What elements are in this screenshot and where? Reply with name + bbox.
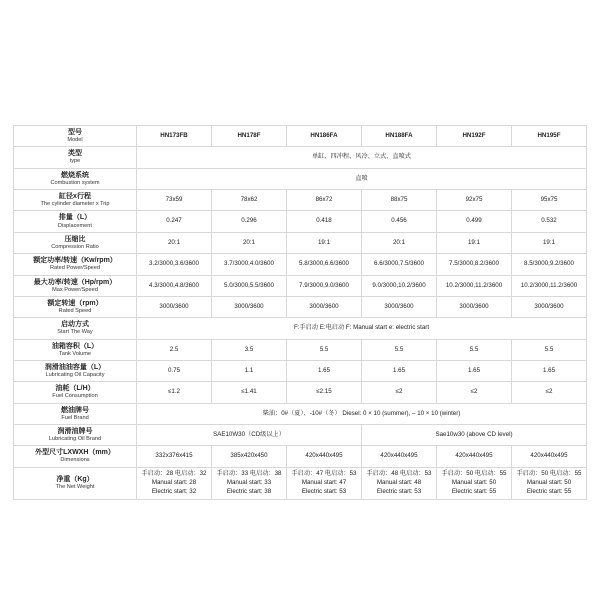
row-value-cell: ≤2 (512, 382, 587, 403)
weight-line-cn: 手启动：50 电启动：55 (516, 469, 582, 477)
table-row (14, 446, 587, 467)
row-label-cn: 启动方式 (61, 321, 89, 329)
row-label-cell (14, 232, 137, 253)
model-header-6: HN195F (512, 126, 587, 147)
row-label-cn: 润滑油牌号 (57, 428, 93, 436)
weight-line-electric: Electric start: 53 (301, 487, 347, 495)
row-value-cell: 20:1 (362, 232, 437, 253)
row-value-cell: 5.5 (512, 339, 587, 360)
row-value-cell: 0.499 (437, 211, 512, 232)
row-label-en: Lubricating Oil Brand (48, 436, 102, 443)
row-label-cn: 额定转速（rpm） (47, 299, 103, 307)
row-label-cell (14, 190, 137, 211)
row-value-cell: 9.0/3000,10.2/3600 (362, 275, 437, 296)
row-value-cell: 1.65 (287, 360, 362, 381)
row-label-cell (14, 339, 137, 360)
row-value-cell: 3000/3600 (362, 296, 437, 317)
row-value-span-right: Sae10w30 (above CD level) (362, 425, 587, 446)
row-value-cell: 0.296 (212, 211, 287, 232)
row-value-cell: 385x420x450 (212, 446, 287, 467)
header-label-en: Model (67, 137, 83, 144)
row-value-span: 直喷 (137, 168, 587, 189)
row-value-cell: 19:1 (512, 232, 587, 253)
row-label-cell (14, 446, 137, 467)
row-value-cell: 1.1 (212, 360, 287, 381)
weight-line-manual: Manual start: 28 (151, 478, 197, 486)
row-label-cn: 润滑油油容量（L） (44, 363, 106, 371)
row-label-cell (14, 275, 137, 296)
row-value-cell: ≤2 (362, 382, 437, 403)
row-label-en: Dimensions (60, 457, 90, 464)
specification-table (13, 125, 587, 500)
row-value-cell: 420x440x495 (287, 446, 362, 467)
row-value-cell: 0.532 (512, 211, 587, 232)
header-label-cell (14, 126, 137, 147)
row-label-en: Tank Volume (58, 350, 92, 357)
row-value-cell: 5.5 (362, 339, 437, 360)
row-label-en: Compression Ratio (51, 243, 99, 250)
table-row (14, 425, 587, 446)
weight-line-cn: 手启动：47 电启动：53 (291, 469, 357, 477)
model-header-1: HN173FB (137, 126, 212, 147)
row-value-cell: 3000/3600 (287, 296, 362, 317)
weight-line-manual: Manual start: 48 (376, 478, 422, 486)
weight-line-cn: 手启动：50 电启动：55 (441, 469, 507, 477)
row-value-cell: 7.5/3000,8.2/3600 (437, 254, 512, 275)
row-label-cn: 燃烧系统 (61, 171, 89, 179)
row-value-cell: 86x72 (287, 190, 362, 211)
row-value-cell: 3000/3600 (212, 296, 287, 317)
row-label-en: Rated Power/Speed (49, 265, 101, 272)
weight-line-manual: Manual start: 50 (451, 478, 497, 486)
weight-line-manual: Manual start: 47 (301, 478, 347, 486)
row-value-cell: 3000/3600 (512, 296, 587, 317)
row-label-cn: 缸径x行程 (59, 193, 91, 201)
weight-line-cn: 手启动：48 电启动：53 (366, 469, 432, 477)
row-label-en: Fuel Brand (61, 414, 89, 421)
row-value-span: 单缸、四冲程、风冷、立式、直喷式 (137, 147, 587, 168)
table-row (14, 403, 587, 424)
weight-line-electric: Electric start: 55 (451, 487, 497, 495)
row-value-cell: 1.65 (437, 360, 512, 381)
row-label-cn: 燃油牌号 (61, 406, 89, 414)
row-value-cell: 20:1 (137, 232, 212, 253)
table-row (14, 211, 587, 232)
weight-line-manual: Manual start: 50 (526, 478, 572, 486)
model-header-3: HN186FA (287, 126, 362, 147)
row-value-cell: 19:1 (287, 232, 362, 253)
row-label-cn: 外型尺寸LXWXH（mm） (35, 449, 115, 457)
row-value-cell: 3.5 (212, 339, 287, 360)
row-value-cell: 0.418 (287, 211, 362, 232)
weight-line-electric: Electric start: 38 (226, 487, 272, 495)
model-header-4: HN188FA (362, 126, 437, 147)
row-value-cell (137, 467, 212, 499)
row-label-cn: 排量（L） (58, 214, 92, 222)
model-header-5: HN192F (437, 126, 512, 147)
table-row (14, 318, 587, 339)
row-value-cell: 2.5 (137, 339, 212, 360)
row-value-cell: 1.65 (512, 360, 587, 381)
row-value-cell: 332x376x415 (137, 446, 212, 467)
table-row (14, 360, 587, 381)
row-value-cell: 3.7/3000,4.0/3600 (212, 254, 287, 275)
row-value-cell (512, 467, 587, 499)
row-label-cn: 压缩比 (64, 235, 86, 243)
row-value-span: F:手启动 E:电启动 F: Manual start e: electric start (137, 318, 587, 339)
row-value-cell: 92x75 (437, 190, 512, 211)
row-label-en: The Net Weight (55, 484, 95, 491)
row-value-cell: 20:1 (212, 232, 287, 253)
row-value-cell (362, 467, 437, 499)
model-header-2: HN178F (212, 126, 287, 147)
row-label-cn: 油耗（L/H） (55, 385, 95, 393)
row-value-cell: 420x440x495 (437, 446, 512, 467)
row-value-cell: ≤1.41 (212, 382, 287, 403)
row-value-cell: 5.5 (437, 339, 512, 360)
row-label-cell (14, 147, 137, 168)
row-label-cell (14, 467, 137, 499)
row-label-cn: 油箱容积（L） (51, 342, 99, 350)
row-label-cell (14, 211, 137, 232)
row-value-cell: 7.9/3000,9.0/3600 (287, 275, 362, 296)
row-value-cell: 3.2/3000,3.6/3600 (137, 254, 212, 275)
row-value-cell (212, 467, 287, 499)
row-label-cell (14, 360, 137, 381)
weight-line-manual: Manual start: 33 (226, 478, 272, 486)
row-value-cell: 10.2/3000,11.2/3600 (437, 275, 512, 296)
row-value-span: 柴油：0#（夏）、-10#（冬） Diesel: 0 × 10 (summer), – 10 × 10 (winter) (137, 403, 587, 424)
row-label-cell (14, 425, 137, 446)
row-value-cell: ≤2 (437, 382, 512, 403)
weight-line-cn: 手启动：33 电启动：38 (216, 469, 282, 477)
row-label-cn: 额定功率/转速（Kw/rpm） (33, 257, 117, 265)
row-label-cell (14, 403, 137, 424)
row-value-cell: 1.65 (362, 360, 437, 381)
row-value-cell: 3000/3600 (137, 296, 212, 317)
row-label-cell (14, 382, 137, 403)
table-header-row (14, 126, 587, 147)
row-value-cell: 5.5 (287, 339, 362, 360)
weight-line-cn: 手启动：28 电启动：32 (141, 469, 207, 477)
row-label-cn: 净重（Kg） (56, 476, 94, 484)
row-value-cell: 78x62 (212, 190, 287, 211)
row-value-cell: 5.0/3000,5.5/3600 (212, 275, 287, 296)
row-value-cell: 10.2/3000,11.2/3600 (512, 275, 587, 296)
row-label-en: Lubricating Oil Capacity (45, 372, 105, 379)
row-value-cell (437, 467, 512, 499)
row-label-en: Combustion system (50, 179, 100, 186)
table-row (14, 232, 587, 253)
row-value-cell: 3000/3600 (437, 296, 512, 317)
row-label-cn: 最大功率/转速（Hp/rpm） (33, 278, 117, 286)
row-label-cell (14, 318, 137, 339)
row-value-cell: 5.8/3000,6.6/3600 (287, 254, 362, 275)
weight-line-electric: Electric start: 53 (376, 487, 422, 495)
row-value-cell: 95x75 (512, 190, 587, 211)
row-value-cell: 4.3/3000,4.8/3600 (137, 275, 212, 296)
row-label-en: Start The Way (57, 329, 93, 336)
row-value-cell: 0.456 (362, 211, 437, 232)
row-value-cell: ≤2.15 (287, 382, 362, 403)
row-value-span-left: SAE10W30（CD级以上） (137, 425, 362, 446)
row-label-en: Fuel Consumption (52, 393, 98, 400)
row-label-cell (14, 296, 137, 317)
table-row (14, 168, 587, 189)
row-label-cn: 类型 (68, 150, 82, 158)
row-label-en: The cylinder diameter x Trip (40, 201, 110, 208)
row-value-cell: 420x440x495 (512, 446, 587, 467)
row-label-en: type (69, 158, 81, 165)
header-label-cn: 型号 (68, 129, 82, 136)
row-value-cell: 73x59 (137, 190, 212, 211)
table-row (14, 147, 587, 168)
table-row (14, 296, 587, 317)
table-body (14, 126, 587, 500)
row-value-cell: 88x75 (362, 190, 437, 211)
table-row (14, 190, 587, 211)
row-value-cell: 19:1 (437, 232, 512, 253)
weight-line-electric: Electric start: 55 (526, 487, 572, 495)
table-row (14, 382, 587, 403)
table-row (14, 275, 587, 296)
row-value-cell: 0.75 (137, 360, 212, 381)
row-label-en: Max Power/Speed (52, 286, 98, 293)
row-value-cell: 6.6/3000,7.5/3600 (362, 254, 437, 275)
table-row (14, 339, 587, 360)
table-row (14, 467, 587, 499)
row-label-en: Rated Speed (58, 307, 92, 314)
weight-line-electric: Electric start: 32 (151, 487, 197, 495)
row-value-cell: 0.247 (137, 211, 212, 232)
row-label-en: Displacement (58, 222, 92, 229)
row-value-cell: 420x440x495 (362, 446, 437, 467)
row-label-cell (14, 168, 137, 189)
row-label-cell (14, 254, 137, 275)
row-value-cell: ≤1.2 (137, 382, 212, 403)
row-value-cell: 8.5/3000,9.2/3600 (512, 254, 587, 275)
row-value-cell (287, 467, 362, 499)
table-row (14, 254, 587, 275)
